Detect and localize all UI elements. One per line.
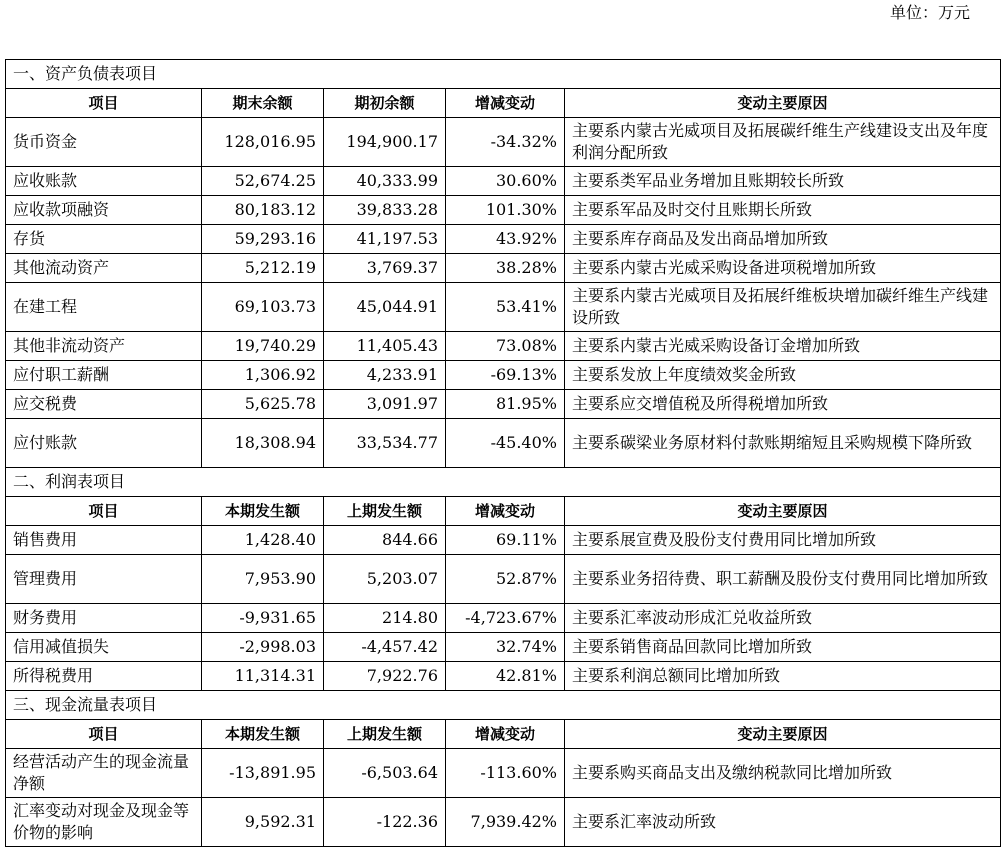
change-percent-cell: 53.41%: [446, 283, 565, 332]
table-row: [6, 555, 1001, 604]
table-row: [6, 662, 1001, 691]
current-value-cell: 80,183.12: [202, 196, 324, 225]
item-cell: 应交税费: [6, 390, 202, 419]
reason-cell: 主要系应交增值税及所得税增加所致: [565, 390, 1001, 419]
reason-cell: 主要系购买商品支出及缴纳税款同比增加所致: [565, 749, 1001, 798]
change-percent-cell: -45.40%: [446, 419, 565, 468]
table-row: [6, 225, 1001, 254]
item-cell: 应付职工薪酬: [6, 361, 202, 390]
reason-cell: 主要系军品及时交付且账期长所致: [565, 196, 1001, 225]
item-cell: 财务费用: [6, 604, 202, 633]
section-header-row: [6, 60, 1001, 89]
item-cell: 经营活动产生的现金流量净额: [6, 749, 202, 798]
prior-value-cell: 844.66: [324, 526, 446, 555]
reason-cell: 主要系库存商品及发出商品增加所致: [565, 225, 1001, 254]
prior-value-cell: -122.36: [324, 798, 446, 847]
item-cell: 其他非流动资产: [6, 332, 202, 361]
prior-value-cell: 33,534.77: [324, 419, 446, 468]
column-header: 增减变动: [446, 497, 565, 526]
column-header: 增减变动: [446, 89, 565, 118]
change-percent-cell: 43.92%: [446, 225, 565, 254]
column-header: 变动主要原因: [565, 720, 1001, 749]
reason-cell: 主要系发放上年度绩效奖金所致: [565, 361, 1001, 390]
reason-cell: 主要系汇率波动形成汇兑收益所致: [565, 604, 1001, 633]
current-value-cell: 69,103.73: [202, 283, 324, 332]
change-percent-cell: 30.60%: [446, 167, 565, 196]
reason-cell: 主要系内蒙古光威项目及拓展纤维板块增加碳纤维生产线建设所致: [565, 283, 1001, 332]
reason-cell: 主要系利润总额同比增加所致: [565, 662, 1001, 691]
change-percent-cell: -34.32%: [446, 118, 565, 167]
column-header: 项目: [6, 89, 202, 118]
reason-cell: 主要系业务招待费、职工薪酬及股份支付费用同比增加所致: [565, 555, 1001, 604]
prior-value-cell: 4,233.91: [324, 361, 446, 390]
section-header-row: [6, 691, 1001, 720]
change-percent-cell: 32.74%: [446, 633, 565, 662]
item-cell: 应付账款: [6, 419, 202, 468]
column-header-row: [6, 720, 1001, 749]
table-row: [6, 196, 1001, 225]
current-value-cell: -9,931.65: [202, 604, 324, 633]
column-header: 本期发生额: [202, 497, 324, 526]
reason-cell: 主要系销售商品回款同比增加所致: [565, 633, 1001, 662]
column-header: 上期发生额: [324, 497, 446, 526]
section-title: 二、利润表项目: [6, 468, 1001, 497]
financial-changes-table: [5, 59, 1001, 847]
table-row: [6, 361, 1001, 390]
current-value-cell: -13,891.95: [202, 749, 324, 798]
column-header: 项目: [6, 497, 202, 526]
item-cell: 应收款项融资: [6, 196, 202, 225]
item-cell: 管理费用: [6, 555, 202, 604]
item-cell: 存货: [6, 225, 202, 254]
change-percent-cell: 38.28%: [446, 254, 565, 283]
table-row: [6, 332, 1001, 361]
reason-cell: 主要系类军品业务增加且账期较长所致: [565, 167, 1001, 196]
current-value-cell: 11,314.31: [202, 662, 324, 691]
column-header: 项目: [6, 720, 202, 749]
reason-cell: 主要系展宣费及股份支付费用同比增加所致: [565, 526, 1001, 555]
column-header: 本期发生额: [202, 720, 324, 749]
prior-value-cell: 214.80: [324, 604, 446, 633]
change-percent-cell: 7,939.42%: [446, 798, 565, 847]
change-percent-cell: -69.13%: [446, 361, 565, 390]
current-value-cell: 128,016.95: [202, 118, 324, 167]
change-percent-cell: 69.11%: [446, 526, 565, 555]
table-row: [6, 283, 1001, 332]
item-cell: 汇率变动对现金及现金等价物的影响: [6, 798, 202, 847]
column-header: 期初余额: [324, 89, 446, 118]
change-percent-cell: 101.30%: [446, 196, 565, 225]
item-cell: 应收账款: [6, 167, 202, 196]
reason-cell: 主要系汇率波动所致: [565, 798, 1001, 847]
prior-value-cell: 39,833.28: [324, 196, 446, 225]
reason-cell: 主要系碳梁业务原材料付款账期缩短且采购规模下降所致: [565, 419, 1001, 468]
section-title: 三、现金流量表项目: [6, 691, 1001, 720]
column-header: 增减变动: [446, 720, 565, 749]
item-cell: 在建工程: [6, 283, 202, 332]
reason-cell: 主要系内蒙古光威项目及拓展碳纤维生产线建设支出及年度利润分配所致: [565, 118, 1001, 167]
prior-value-cell: 45,044.91: [324, 283, 446, 332]
table-row: [6, 604, 1001, 633]
current-value-cell: -2,998.03: [202, 633, 324, 662]
section-title: 一、资产负债表项目: [6, 60, 1001, 89]
table-row: [6, 167, 1001, 196]
prior-value-cell: 194,900.17: [324, 118, 446, 167]
table-row: [6, 526, 1001, 555]
current-value-cell: 9,592.31: [202, 798, 324, 847]
prior-value-cell: -6,503.64: [324, 749, 446, 798]
item-cell: 信用减值损失: [6, 633, 202, 662]
table-row: [6, 749, 1001, 798]
reason-cell: 主要系内蒙古光威采购设备进项税增加所致: [565, 254, 1001, 283]
unit-label: 单位：万元: [889, 3, 970, 22]
column-header-row: [6, 89, 1001, 118]
current-value-cell: 1,306.92: [202, 361, 324, 390]
section-header-row: [6, 468, 1001, 497]
change-percent-cell: 73.08%: [446, 332, 565, 361]
table-row: [6, 390, 1001, 419]
item-cell: 销售费用: [6, 526, 202, 555]
prior-value-cell: 11,405.43: [324, 332, 446, 361]
prior-value-cell: 41,197.53: [324, 225, 446, 254]
table-row: [6, 419, 1001, 468]
table-row: [6, 798, 1001, 847]
current-value-cell: 7,953.90: [202, 555, 324, 604]
current-value-cell: 59,293.16: [202, 225, 324, 254]
item-cell: 其他流动资产: [6, 254, 202, 283]
prior-value-cell: 7,922.76: [324, 662, 446, 691]
change-percent-cell: 52.87%: [446, 555, 565, 604]
column-header: 期末余额: [202, 89, 324, 118]
table-row: [6, 254, 1001, 283]
prior-value-cell: 40,333.99: [324, 167, 446, 196]
current-value-cell: 18,308.94: [202, 419, 324, 468]
change-percent-cell: 42.81%: [446, 662, 565, 691]
prior-value-cell: 3,769.37: [324, 254, 446, 283]
column-header-row: [6, 497, 1001, 526]
column-header: 上期发生额: [324, 720, 446, 749]
current-value-cell: 19,740.29: [202, 332, 324, 361]
prior-value-cell: 3,091.97: [324, 390, 446, 419]
column-header: 变动主要原因: [565, 497, 1001, 526]
current-value-cell: 5,625.78: [202, 390, 324, 419]
table-row: [6, 118, 1001, 167]
prior-value-cell: -4,457.42: [324, 633, 446, 662]
change-percent-cell: 81.95%: [446, 390, 565, 419]
reason-cell: 主要系内蒙古光威采购设备订金增加所致: [565, 332, 1001, 361]
item-cell: 货币资金: [6, 118, 202, 167]
prior-value-cell: 5,203.07: [324, 555, 446, 604]
change-percent-cell: -113.60%: [446, 749, 565, 798]
change-percent-cell: -4,723.67%: [446, 604, 565, 633]
current-value-cell: 1,428.40: [202, 526, 324, 555]
item-cell: 所得税费用: [6, 662, 202, 691]
table-row: [6, 633, 1001, 662]
current-value-cell: 52,674.25: [202, 167, 324, 196]
column-header: 变动主要原因: [565, 89, 1001, 118]
current-value-cell: 5,212.19: [202, 254, 324, 283]
